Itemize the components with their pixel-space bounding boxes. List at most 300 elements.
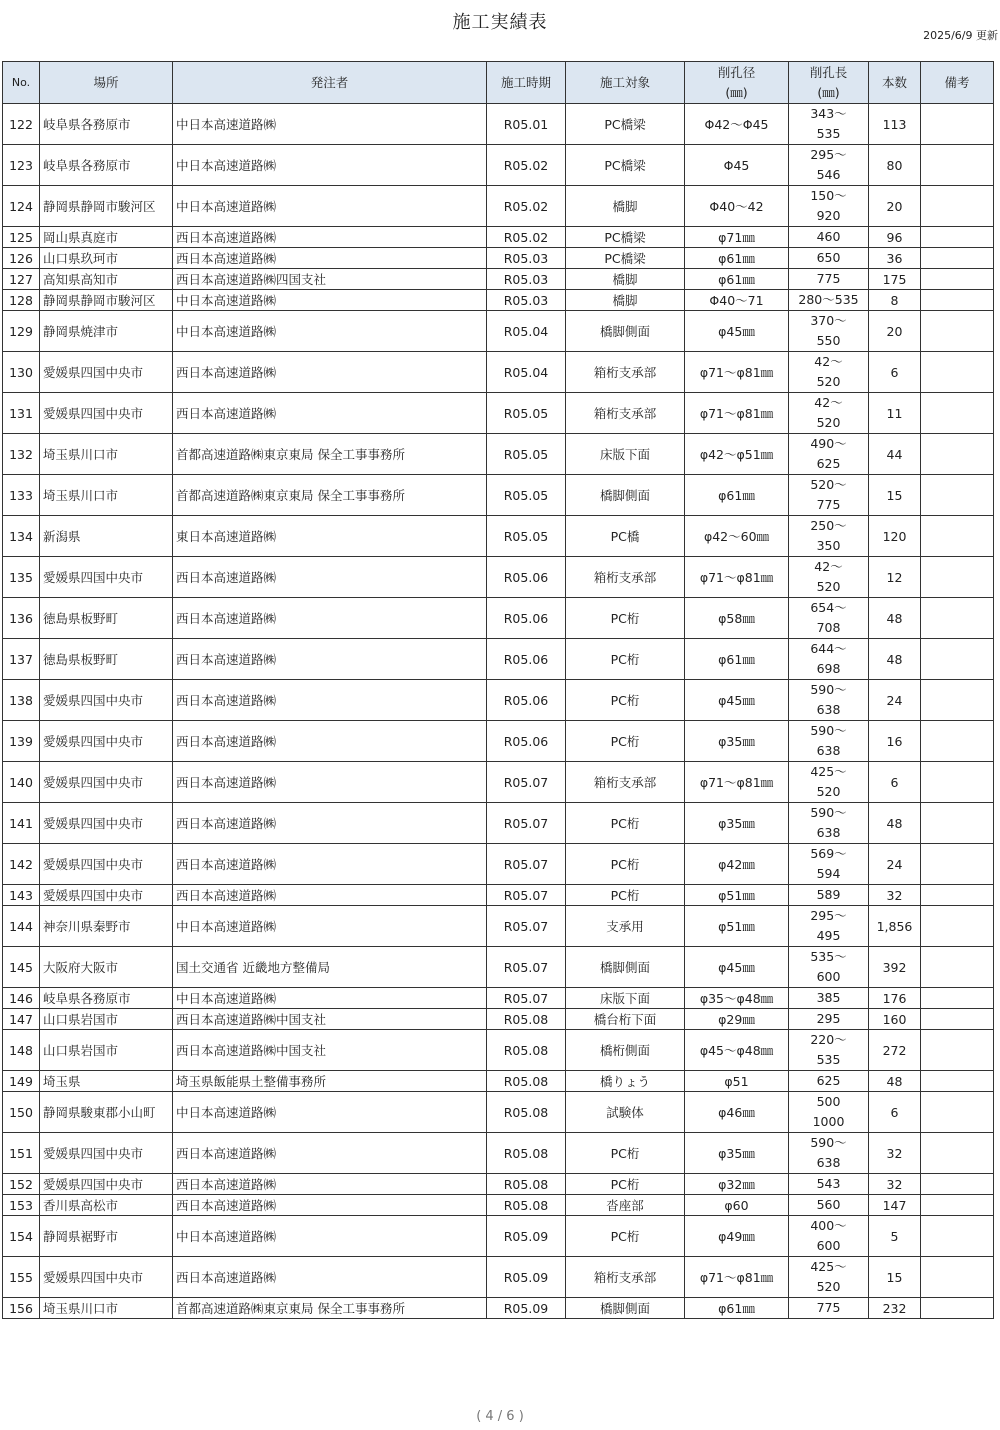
cell-note	[921, 186, 994, 227]
cell-place: 愛媛県四国中央市	[40, 844, 173, 885]
cell-place: 静岡県駿東郡小山町	[40, 1092, 173, 1133]
cell-period: R05.08	[487, 1195, 566, 1216]
cell-place: 愛媛県四国中央市	[40, 1133, 173, 1174]
table-row	[3, 803, 994, 844]
cell-length: 590～ 638	[789, 1133, 869, 1174]
cell-count: 120	[869, 516, 921, 557]
cell-note	[921, 721, 994, 762]
cell-length: 590～ 638	[789, 680, 869, 721]
cell-no: 140	[3, 762, 40, 803]
cell-diameter: φ45㎜	[685, 947, 789, 988]
cell-count: 96	[869, 227, 921, 248]
cell-client: 東日本高速道路㈱	[173, 516, 487, 557]
table-row	[3, 145, 994, 186]
cell-count: 392	[869, 947, 921, 988]
cell-no: 153	[3, 1195, 40, 1216]
cell-client: 中日本高速道路㈱	[173, 1216, 487, 1257]
cell-place: 愛媛県四国中央市	[40, 885, 173, 906]
cell-count: 176	[869, 988, 921, 1009]
cell-client: 西日本高速道路㈱	[173, 721, 487, 762]
cell-place: 愛媛県四国中央市	[40, 1257, 173, 1298]
cell-diameter: φ32㎜	[685, 1174, 789, 1195]
cell-length: 42～ 520	[789, 393, 869, 434]
cell-note	[921, 516, 994, 557]
cell-note	[921, 885, 994, 906]
cell-count: 20	[869, 186, 921, 227]
cell-length: 775	[789, 1298, 869, 1319]
cell-diameter: φ51㎜	[685, 906, 789, 947]
cell-count: 175	[869, 269, 921, 290]
cell-target: 床版下面	[566, 988, 685, 1009]
table-row	[3, 762, 994, 803]
page-indicator: ( 4 / 6 )	[476, 1409, 524, 1424]
cell-length: 150～ 920	[789, 186, 869, 227]
header-count: 本数	[869, 62, 921, 104]
cell-note	[921, 352, 994, 393]
table-row	[3, 1298, 994, 1319]
cell-note	[921, 598, 994, 639]
cell-client: 西日本高速道路㈱	[173, 1195, 487, 1216]
cell-client: 西日本高速道路㈱中国支社	[173, 1009, 487, 1030]
cell-note	[921, 906, 994, 947]
cell-target: 橋桁側面	[566, 1030, 685, 1071]
cell-no: 125	[3, 227, 40, 248]
cell-count: 24	[869, 844, 921, 885]
cell-target: PC桁	[566, 598, 685, 639]
cell-length: 490～ 625	[789, 434, 869, 475]
cell-period: R05.02	[487, 227, 566, 248]
table-row	[3, 844, 994, 885]
cell-diameter: φ49㎜	[685, 1216, 789, 1257]
cell-period: R05.05	[487, 393, 566, 434]
cell-place: 埼玉県	[40, 1071, 173, 1092]
cell-count: 16	[869, 721, 921, 762]
cell-target: PC桁	[566, 1133, 685, 1174]
cell-place: 愛媛県四国中央市	[40, 721, 173, 762]
table-row	[3, 639, 994, 680]
cell-target: 箱桁支承部	[566, 1257, 685, 1298]
table-row	[3, 598, 994, 639]
cell-place: 埼玉県川口市	[40, 434, 173, 475]
cell-diameter: Φ40～42	[685, 186, 789, 227]
cell-length: 295～ 546	[789, 145, 869, 186]
cell-note	[921, 269, 994, 290]
cell-length: 654～ 708	[789, 598, 869, 639]
cell-place: 埼玉県川口市	[40, 1298, 173, 1319]
cell-client: 西日本高速道路㈱	[173, 1174, 487, 1195]
cell-diameter: φ45～φ48㎜	[685, 1030, 789, 1071]
cell-length: 385	[789, 988, 869, 1009]
cell-no: 154	[3, 1216, 40, 1257]
cell-note	[921, 1174, 994, 1195]
cell-count: 32	[869, 1133, 921, 1174]
header-target: 施工対象	[566, 62, 685, 104]
cell-diameter: Φ45	[685, 145, 789, 186]
cell-place: 愛媛県四国中央市	[40, 803, 173, 844]
table-row	[3, 721, 994, 762]
cell-count: 232	[869, 1298, 921, 1319]
cell-target: 箱桁支承部	[566, 762, 685, 803]
cell-note	[921, 639, 994, 680]
cell-period: R05.08	[487, 1092, 566, 1133]
cell-client: 西日本高速道路㈱	[173, 885, 487, 906]
cell-count: 48	[869, 598, 921, 639]
table-row	[3, 516, 994, 557]
cell-no: 132	[3, 434, 40, 475]
cell-diameter: φ35㎜	[685, 1133, 789, 1174]
cell-note	[921, 104, 994, 145]
cell-diameter: φ42～60㎜	[685, 516, 789, 557]
cell-client: 中日本高速道路㈱	[173, 290, 487, 311]
cell-diameter: φ51㎜	[685, 885, 789, 906]
cell-client: 西日本高速道路㈱	[173, 762, 487, 803]
cell-period: R05.02	[487, 186, 566, 227]
cell-diameter: φ71～φ81㎜	[685, 557, 789, 598]
cell-count: 48	[869, 639, 921, 680]
cell-place: 愛媛県四国中央市	[40, 352, 173, 393]
cell-count: 8	[869, 290, 921, 311]
cell-client: 西日本高速道路㈱	[173, 248, 487, 269]
cell-period: R05.05	[487, 516, 566, 557]
cell-diameter: φ42㎜	[685, 844, 789, 885]
table-row	[3, 248, 994, 269]
cell-place: 山口県岩国市	[40, 1009, 173, 1030]
cell-diameter: φ61㎜	[685, 269, 789, 290]
table-row	[3, 947, 994, 988]
cell-period: R05.08	[487, 1133, 566, 1174]
cell-client: 中日本高速道路㈱	[173, 1092, 487, 1133]
cell-no: 156	[3, 1298, 40, 1319]
cell-count: 272	[869, 1030, 921, 1071]
cell-diameter: φ45㎜	[685, 311, 789, 352]
cell-diameter: Φ42～Φ45	[685, 104, 789, 145]
table-row	[3, 1257, 994, 1298]
cell-diameter: φ45㎜	[685, 680, 789, 721]
cell-note	[921, 1071, 994, 1092]
cell-client: 中日本高速道路㈱	[173, 104, 487, 145]
cell-target: 沓座部	[566, 1195, 685, 1216]
cell-note	[921, 227, 994, 248]
cell-no: 124	[3, 186, 40, 227]
cell-count: 32	[869, 1174, 921, 1195]
cell-length: 625	[789, 1071, 869, 1092]
cell-diameter: φ61㎜	[685, 475, 789, 516]
cell-count: 15	[869, 475, 921, 516]
cell-period: R05.06	[487, 721, 566, 762]
cell-diameter: φ71～φ81㎜	[685, 393, 789, 434]
cell-place: 神奈川県秦野市	[40, 906, 173, 947]
cell-length: 543	[789, 1174, 869, 1195]
cell-period: R05.07	[487, 844, 566, 885]
table-row	[3, 1174, 994, 1195]
cell-count: 48	[869, 803, 921, 844]
cell-no: 128	[3, 290, 40, 311]
cell-length: 460	[789, 227, 869, 248]
cell-no: 131	[3, 393, 40, 434]
cell-place: 静岡県静岡市駿河区	[40, 290, 173, 311]
cell-place: 徳島県板野町	[40, 598, 173, 639]
cell-count: 113	[869, 104, 921, 145]
cell-count: 80	[869, 145, 921, 186]
cell-client: 中日本高速道路㈱	[173, 988, 487, 1009]
cell-place: 静岡県焼津市	[40, 311, 173, 352]
cell-period: R05.07	[487, 906, 566, 947]
cell-note	[921, 557, 994, 598]
cell-target: 試験体	[566, 1092, 685, 1133]
table-row	[3, 186, 994, 227]
table-row	[3, 885, 994, 906]
cell-note	[921, 1133, 994, 1174]
table-row	[3, 1071, 994, 1092]
cell-no: 135	[3, 557, 40, 598]
cell-no: 122	[3, 104, 40, 145]
table-body	[3, 104, 994, 1319]
cell-target: PC桁	[566, 885, 685, 906]
cell-client: 西日本高速道路㈱中国支社	[173, 1030, 487, 1071]
cell-period: R05.03	[487, 290, 566, 311]
cell-note	[921, 803, 994, 844]
cell-no: 126	[3, 248, 40, 269]
cell-target: 箱桁支承部	[566, 557, 685, 598]
cell-note	[921, 1009, 994, 1030]
cell-target: PC桁	[566, 680, 685, 721]
cell-note	[921, 290, 994, 311]
cell-length: 343～ 535	[789, 104, 869, 145]
cell-diameter: φ61㎜	[685, 248, 789, 269]
cell-target: 床版下面	[566, 434, 685, 475]
cell-length: 42～ 520	[789, 352, 869, 393]
cell-client: 西日本高速道路㈱	[173, 639, 487, 680]
cell-diameter: φ46㎜	[685, 1092, 789, 1133]
cell-client: 西日本高速道路㈱	[173, 680, 487, 721]
cell-period: R05.01	[487, 104, 566, 145]
cell-target: PC桁	[566, 844, 685, 885]
cell-length: 370～ 550	[789, 311, 869, 352]
cell-count: 6	[869, 762, 921, 803]
table-row	[3, 1133, 994, 1174]
cell-count: 24	[869, 680, 921, 721]
cell-client: 西日本高速道路㈱	[173, 227, 487, 248]
cell-place: 愛媛県四国中央市	[40, 1174, 173, 1195]
cell-length: 400～ 600	[789, 1216, 869, 1257]
cell-note	[921, 1030, 994, 1071]
header-length: 削孔長 (㎜)	[789, 62, 869, 104]
cell-note	[921, 947, 994, 988]
cell-period: R05.08	[487, 1030, 566, 1071]
cell-no: 136	[3, 598, 40, 639]
cell-note	[921, 1092, 994, 1133]
cell-length: 42～ 520	[789, 557, 869, 598]
cell-target: 橋脚	[566, 186, 685, 227]
cell-client: 西日本高速道路㈱	[173, 393, 487, 434]
cell-period: R05.07	[487, 762, 566, 803]
cell-length: 280～535	[789, 290, 869, 311]
cell-target: 支承用	[566, 906, 685, 947]
cell-length: 650	[789, 248, 869, 269]
cell-no: 148	[3, 1030, 40, 1071]
cell-period: R05.05	[487, 475, 566, 516]
cell-place: 静岡県静岡市駿河区	[40, 186, 173, 227]
cell-no: 141	[3, 803, 40, 844]
cell-period: R05.07	[487, 947, 566, 988]
page-title: 施工実績表	[452, 12, 548, 33]
table-row	[3, 1216, 994, 1257]
cell-note	[921, 844, 994, 885]
cell-period: R05.07	[487, 885, 566, 906]
cell-count: 5	[869, 1216, 921, 1257]
cell-client: 埼玉県飯能県土整備事務所	[173, 1071, 487, 1092]
cell-count: 36	[869, 248, 921, 269]
cell-no: 150	[3, 1092, 40, 1133]
cell-diameter: φ71～φ81㎜	[685, 1257, 789, 1298]
cell-target: 橋脚側面	[566, 311, 685, 352]
cell-count: 44	[869, 434, 921, 475]
cell-diameter: φ61㎜	[685, 639, 789, 680]
cell-no: 146	[3, 988, 40, 1009]
cell-period: R05.02	[487, 145, 566, 186]
cell-count: 48	[869, 1071, 921, 1092]
cell-no: 142	[3, 844, 40, 885]
cell-count: 12	[869, 557, 921, 598]
cell-place: 愛媛県四国中央市	[40, 393, 173, 434]
header-place: 場所	[40, 62, 173, 104]
cell-note	[921, 680, 994, 721]
cell-place: 大阪府大阪市	[40, 947, 173, 988]
cell-length: 589	[789, 885, 869, 906]
cell-diameter: φ29㎜	[685, 1009, 789, 1030]
cell-period: R05.08	[487, 1009, 566, 1030]
cell-note	[921, 393, 994, 434]
cell-length: 520～ 775	[789, 475, 869, 516]
cell-period: R05.09	[487, 1298, 566, 1319]
cell-target: 箱桁支承部	[566, 352, 685, 393]
cell-target: PC桁	[566, 721, 685, 762]
cell-place: 愛媛県四国中央市	[40, 680, 173, 721]
cell-diameter: φ71㎜	[685, 227, 789, 248]
cell-period: R05.06	[487, 598, 566, 639]
cell-no: 147	[3, 1009, 40, 1030]
cell-target: PC桁	[566, 1216, 685, 1257]
cell-place: 高知県高知市	[40, 269, 173, 290]
cell-count: 1,856	[869, 906, 921, 947]
cell-client: 中日本高速道路㈱	[173, 145, 487, 186]
cell-place: 愛媛県四国中央市	[40, 762, 173, 803]
table-row	[3, 988, 994, 1009]
cell-no: 145	[3, 947, 40, 988]
table-row	[3, 352, 994, 393]
cell-place: 徳島県板野町	[40, 639, 173, 680]
cell-no: 152	[3, 1174, 40, 1195]
cell-count: 160	[869, 1009, 921, 1030]
cell-client: 首都高速道路㈱東京東局 保全工事事務所	[173, 475, 487, 516]
cell-target: PC橋梁	[566, 104, 685, 145]
cell-note	[921, 1216, 994, 1257]
cell-client: 西日本高速道路㈱	[173, 557, 487, 598]
cell-target: 橋脚側面	[566, 947, 685, 988]
cell-target: 橋台桁下面	[566, 1009, 685, 1030]
table-row	[3, 557, 994, 598]
cell-no: 138	[3, 680, 40, 721]
cell-diameter: φ58㎜	[685, 598, 789, 639]
header-diameter: 削孔径 (㎜)	[685, 62, 789, 104]
table-row	[3, 269, 994, 290]
cell-client: 首都高速道路㈱東京東局 保全工事事務所	[173, 1298, 487, 1319]
cell-no: 139	[3, 721, 40, 762]
cell-client: 国土交通省 近畿地方整備局	[173, 947, 487, 988]
cell-note	[921, 762, 994, 803]
cell-note	[921, 248, 994, 269]
table-header-row	[3, 62, 994, 104]
cell-note	[921, 475, 994, 516]
cell-target: PC橋梁	[566, 145, 685, 186]
cell-length: 425～ 520	[789, 1257, 869, 1298]
table-row	[3, 104, 994, 145]
cell-length: 560	[789, 1195, 869, 1216]
cell-no: 149	[3, 1071, 40, 1092]
cell-period: R05.08	[487, 1174, 566, 1195]
cell-no: 133	[3, 475, 40, 516]
updated-date: 2025/6/9 更新	[923, 29, 998, 42]
cell-diameter: Φ40～71	[685, 290, 789, 311]
cell-length: 295	[789, 1009, 869, 1030]
cell-client: 西日本高速道路㈱	[173, 352, 487, 393]
cell-count: 6	[869, 352, 921, 393]
cell-count: 11	[869, 393, 921, 434]
cell-diameter: φ60	[685, 1195, 789, 1216]
cell-place: 静岡県裾野市	[40, 1216, 173, 1257]
cell-period: R05.03	[487, 269, 566, 290]
cell-no: 155	[3, 1257, 40, 1298]
cell-diameter: φ71～φ81㎜	[685, 762, 789, 803]
cell-diameter: φ35～φ48㎜	[685, 988, 789, 1009]
cell-target: PC桁	[566, 803, 685, 844]
cell-target: 橋脚側面	[566, 475, 685, 516]
table-row	[3, 1195, 994, 1216]
cell-length: 590～ 638	[789, 721, 869, 762]
cell-no: 151	[3, 1133, 40, 1174]
cell-no: 130	[3, 352, 40, 393]
table-row	[3, 311, 994, 352]
cell-target: 橋りょう	[566, 1071, 685, 1092]
cell-note	[921, 145, 994, 186]
table-row	[3, 1009, 994, 1030]
cell-note	[921, 1195, 994, 1216]
table-row	[3, 227, 994, 248]
cell-place: 岐阜県各務原市	[40, 104, 173, 145]
table-row	[3, 1092, 994, 1133]
cell-period: R05.09	[487, 1216, 566, 1257]
cell-no: 123	[3, 145, 40, 186]
cell-count: 32	[869, 885, 921, 906]
cell-target: PC桁	[566, 639, 685, 680]
cell-count: 15	[869, 1257, 921, 1298]
results-table	[2, 61, 994, 1319]
cell-period: R05.06	[487, 680, 566, 721]
cell-count: 20	[869, 311, 921, 352]
cell-client: 首都高速道路㈱東京東局 保全工事事務所	[173, 434, 487, 475]
cell-no: 137	[3, 639, 40, 680]
table-row	[3, 680, 994, 721]
cell-place: 岐阜県各務原市	[40, 145, 173, 186]
table-row	[3, 906, 994, 947]
cell-client: 西日本高速道路㈱	[173, 844, 487, 885]
header-note: 備考	[921, 62, 994, 104]
cell-diameter: φ51	[685, 1071, 789, 1092]
cell-place: 新潟県	[40, 516, 173, 557]
cell-no: 144	[3, 906, 40, 947]
cell-length: 775	[789, 269, 869, 290]
table-row	[3, 1030, 994, 1071]
